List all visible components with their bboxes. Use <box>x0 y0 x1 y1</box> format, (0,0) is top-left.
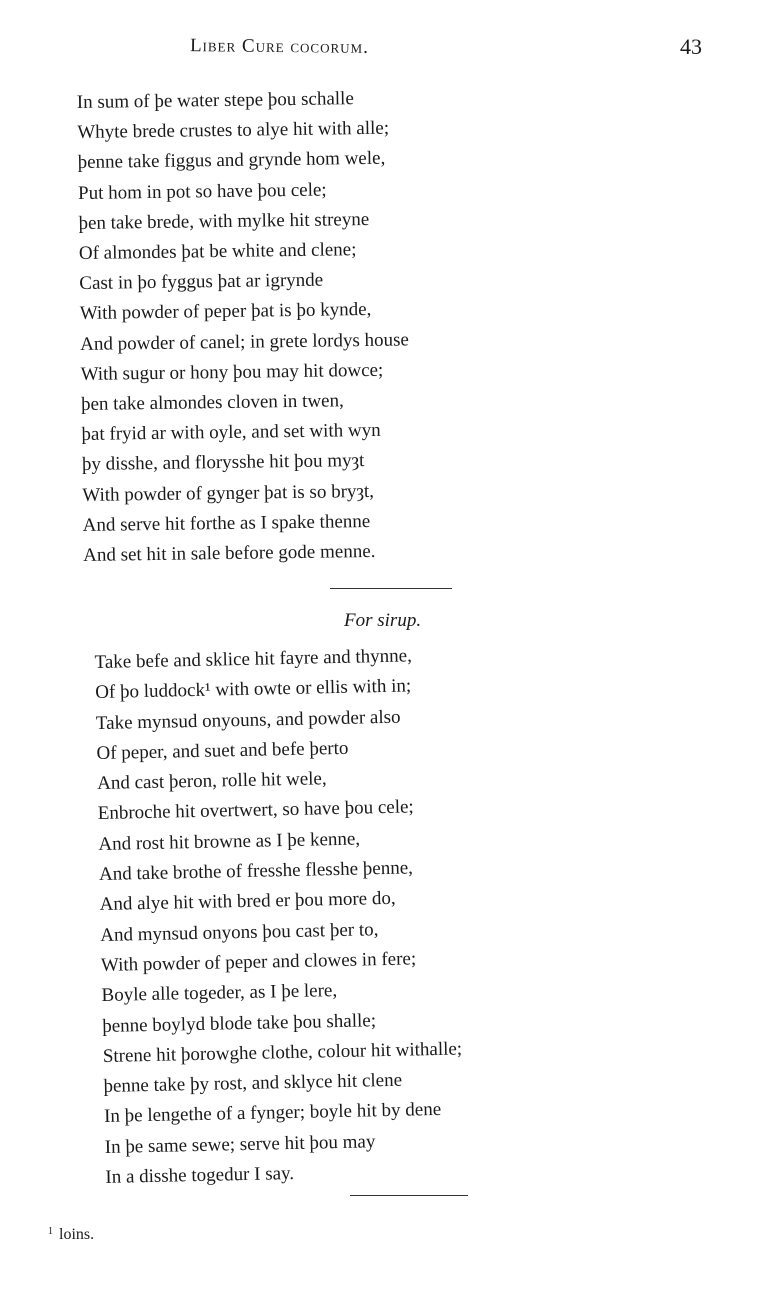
verse-line: With powder of peper and clowes in fere; <box>100 948 417 976</box>
verse-line: With powder of peper þat is þo kynde, <box>79 299 372 325</box>
section-divider <box>330 588 452 589</box>
verse-line: In a disshe togedur I say. <box>105 1163 295 1188</box>
verse-line: Of peper, and suet and befe þerto <box>96 737 349 764</box>
verse-line: Of þo luddock¹ with owte or ellis with in; <box>95 675 412 704</box>
verse-line: þenne take þy rost, and sklyce hit clene <box>103 1069 403 1098</box>
page-number: 43 <box>680 34 702 59</box>
verse-line: þenne take figgus and grynde hom wele, <box>77 148 386 174</box>
verse-line: And powder of canel; in grete lordys house <box>80 329 410 355</box>
verse-block-two <box>94 636 665 1193</box>
running-title: Liber Cure cocorum. <box>189 35 370 58</box>
verse-line: þenne boylyd blode take þou shalle; <box>101 1009 377 1037</box>
verse-line: Take befe and sklice hit fayre and thynne, <box>94 645 413 674</box>
verse-line: þat fryid ar with oyle, and set with wyn <box>81 420 381 446</box>
verse-line: þen take almondes cloven in twen, <box>80 390 344 416</box>
verse-line: And cast þeron, rolle hit wele, <box>96 768 327 795</box>
verse-line: And mynsud onyons þou cast þer to, <box>100 918 379 946</box>
verse-line: And alye hit with bred er þou more do, <box>99 888 396 916</box>
verse-line: And take brothe of fresshe flesshe þenne, <box>98 857 414 886</box>
verse-line: With powder of gynger þat is so bryȝt, <box>82 480 375 506</box>
section-title: For sirup. <box>344 610 422 631</box>
footnote <box>48 1226 94 1244</box>
verse-line: þen take brede, with mylke hit streyne <box>78 208 370 234</box>
verse-line: And serve hit forthe as I spake thenne <box>82 510 371 536</box>
verse-line: Enbroche hit overtwert, so have þou cele; <box>97 796 414 825</box>
footnote-text: loins. <box>59 1226 95 1243</box>
verse-block-one <box>77 80 644 571</box>
footnote-marker: 1 <box>48 1226 53 1237</box>
verse-line: In þe lengethe of a fynger; boyle hit by dene <box>103 1099 442 1128</box>
verse-line: And set hit in sale before gode menne. <box>83 540 376 567</box>
verse-line: Of almondes þat be white and clene; <box>78 239 357 265</box>
verse-line: With sugur or hony þou may hit dowce; <box>80 359 384 385</box>
verse-line: Take mynsud onyouns, and powder also <box>95 706 401 734</box>
verse-line: Boyle alle togeder, as I þe lere, <box>101 980 338 1007</box>
verse-line: Whyte brede crustes to alye hit with alle; <box>77 117 390 144</box>
verse-line: Strene hit þorowghe clothe, colour hit withalle; <box>102 1038 463 1067</box>
verse-line: Put hom in pot so have þou cele; <box>77 179 327 204</box>
verse-line: And rost hit browne as I þe kenne, <box>98 828 361 855</box>
verse-line: In þe same sewe; serve hit þou may <box>104 1131 376 1158</box>
verse-line: Cast in þo fyggus þat ar igrynde <box>79 269 324 295</box>
end-divider <box>350 1195 468 1196</box>
verse-line: þy disshe, and florysshe hit þou myȝt <box>81 450 365 476</box>
verse-line: In sum of þe water stepe þou schalle <box>76 88 354 114</box>
